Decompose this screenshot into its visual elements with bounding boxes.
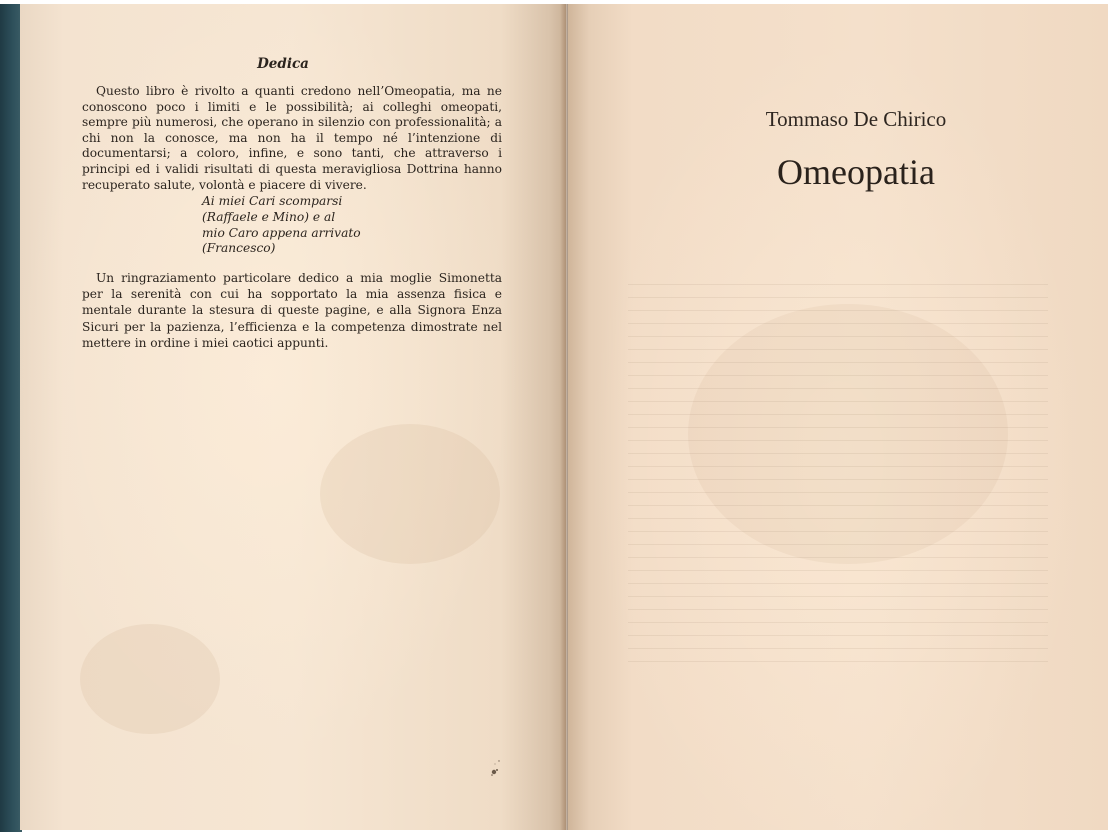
show-through-text [628, 284, 1048, 674]
acknowledgement-paragraph: Un ringraziamento particolare dedico a mia moglie Simonetta per la serenità con cui ha sopportato la mia assenza fisica e mentale durante la stesura di queste pagine, e alla Signora Enza Sicuri per la pazienza, l’efficienza e la competenza dimostrate nel mettere in ordine i miei caotici appunti. [82, 271, 502, 350]
author-name: Tommaso De Chirico [765, 107, 947, 131]
memorial-line: Ai miei Cari scomparsi [202, 194, 343, 208]
dedication-heading: Dedica [257, 56, 309, 72]
book-cover-edge [0, 4, 22, 832]
ink-speck [484, 758, 504, 782]
book-title: Omeopatia [777, 152, 935, 192]
memorial-line: (Francesco) [202, 241, 276, 256]
memorial-dedication [202, 194, 361, 257]
paper-stain [320, 424, 500, 564]
left-page [20, 4, 566, 830]
right-page [568, 4, 1108, 830]
memorial-line: mio Caro appena arrivato [202, 225, 361, 240]
dedication-paragraph: Questo libro è rivolto a quanti credono nell’Omeopatia, ma ne conoscono poco i limiti e le possibilità; ai colleghi omeopati, sempre più numerosi, che operano in silenzio con professionalità; a chi non la conosce, ma non ha il tempo né l’intenzione di documentarsi; a coloro, infine, e sono tanti, che attraverso i principi ed i validi risultati di questa meravigliosa Dottrina hanno recuperato salute, volontà e piacere di vivere. [82, 84, 502, 192]
paper-stain [80, 624, 220, 734]
memorial-line: (Raffaele e Mino) e al [202, 209, 336, 224]
